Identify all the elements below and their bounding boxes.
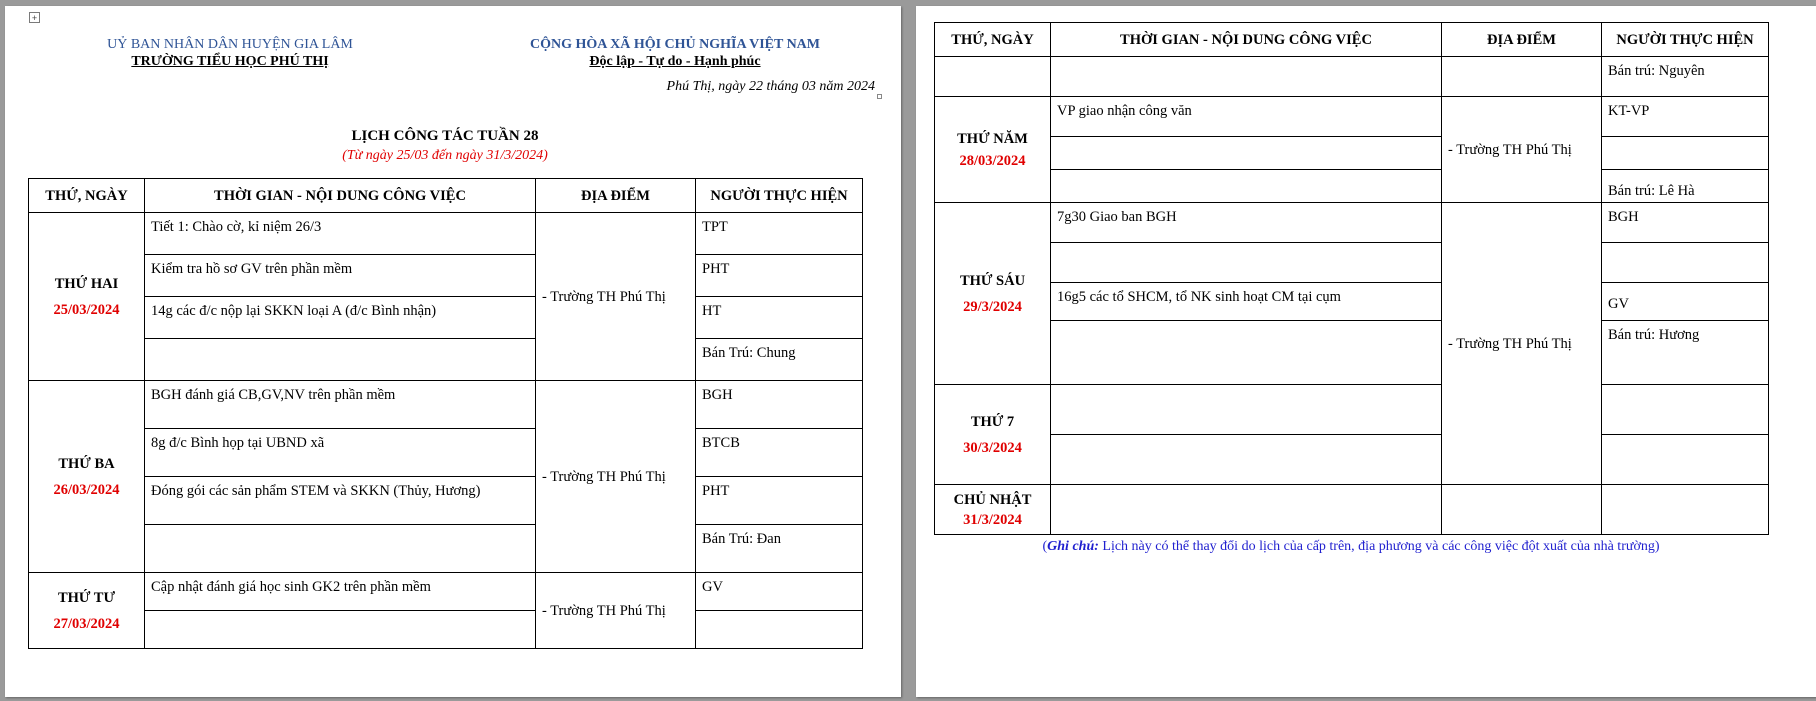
content-cell[interactable]: 16g5 các tổ SHCM, tổ NK sinh hoạt CM tại cụm <box>1051 283 1442 321</box>
table-row <box>29 525 863 573</box>
table-row <box>935 203 1769 243</box>
day-name: THỨ BA <box>58 455 115 472</box>
content-cell[interactable]: VP giao nhận công văn <box>1051 97 1442 137</box>
day-name: THỨ 7 <box>970 413 1015 430</box>
content-cell[interactable] <box>1051 435 1442 485</box>
content-cell[interactable] <box>1051 170 1442 203</box>
table-row <box>935 170 1769 203</box>
table-row <box>935 57 1769 97</box>
day-date: 25/03/2024 <box>53 301 120 318</box>
person-cell[interactable]: PHT <box>696 477 863 525</box>
table-row <box>29 297 863 339</box>
day-cell-monday <box>29 213 145 381</box>
table-row <box>935 243 1769 283</box>
content-cell[interactable]: 14g các đ/c nộp lại SKKN loại A (đ/c Bình nhận) <box>145 297 536 339</box>
footnote-label: Ghi chú: <box>1047 539 1099 554</box>
person-cell[interactable] <box>1602 137 1769 170</box>
day-name: THỨ NĂM <box>957 130 1028 147</box>
day-cell-sunday <box>935 485 1051 535</box>
place-cell[interactable]: - Trường TH Phú Thị <box>536 573 696 649</box>
table-move-handle-icon[interactable]: + <box>29 12 40 23</box>
day-cell-saturday <box>935 385 1051 485</box>
place-cell[interactable]: - Trường TH Phú Thị <box>1442 97 1602 203</box>
day-date: 27/03/2024 <box>53 615 120 632</box>
content-cell[interactable]: Kiểm tra hồ sơ GV trên phần mềm <box>145 255 536 297</box>
content-cell[interactable] <box>1051 137 1442 170</box>
header-day: THỨ, NGÀY <box>29 179 145 213</box>
person-cell[interactable]: BTCB <box>696 429 863 477</box>
table-row <box>29 339 863 381</box>
footnote: (Ghi chú: Lịch này có thể thay đổi do lịch của cấp trên, địa phương và các công việc đột xuất của nhà trường) <box>1042 539 1660 554</box>
header-place: ĐỊA ĐIỂM <box>536 179 696 213</box>
person-cell[interactable]: KT-VP <box>1602 97 1769 137</box>
footnote-text: Lịch này có thể thay đổi do lịch của cấp trên, địa phương và các công việc đột xuất của nhà trường) <box>1102 539 1660 554</box>
person-cell[interactable]: HT <box>696 297 863 339</box>
day-date: 26/03/2024 <box>53 481 120 498</box>
schedule-table-page-1 <box>28 178 863 649</box>
table-row <box>935 485 1769 535</box>
person-cell[interactable] <box>1602 243 1769 283</box>
content-cell[interactable] <box>145 525 536 573</box>
header-place: ĐỊA ĐIỂM <box>1442 23 1602 57</box>
day-date: 30/3/2024 <box>963 439 1022 456</box>
day-name: THỨ SÁU <box>959 272 1026 289</box>
content-cell[interactable]: BGH đánh giá CB,GV,NV trên phần mềm <box>145 381 536 429</box>
person-cell[interactable]: GV <box>1602 283 1769 321</box>
schedule-table-page-2 <box>934 22 1769 535</box>
person-cell[interactable]: TPT <box>696 213 863 255</box>
independence-motto: Độc lập - Tự do - Hạnh phúc <box>589 54 761 69</box>
person-cell[interactable] <box>1602 385 1769 435</box>
content-cell[interactable] <box>1051 385 1442 435</box>
document-page-2 <box>916 6 1816 697</box>
schedule-period: (Từ ngày 25/03 đến ngày 31/3/2024) <box>342 148 548 163</box>
table-row <box>29 213 863 255</box>
table-row <box>935 321 1769 385</box>
content-cell[interactable]: Tiết 1: Chào cờ, kỉ niệm 26/3 <box>145 213 536 255</box>
day-name: THỨ HAI <box>54 275 119 292</box>
person-cell[interactable]: Bán Trú: Chung <box>696 339 863 381</box>
schedule-title: LỊCH CÔNG TÁC TUẦN 28 <box>351 128 539 144</box>
table-row <box>29 611 863 649</box>
day-date: 28/03/2024 <box>959 152 1026 169</box>
header-day: THỨ, NGÀY <box>935 23 1051 57</box>
document-page-1 <box>5 6 901 697</box>
place-cell[interactable]: - Trường TH Phú Thị <box>536 213 696 381</box>
table-row <box>935 385 1769 435</box>
content-cell[interactable] <box>145 339 536 381</box>
table-row <box>935 97 1769 137</box>
paragraph-marker-icon <box>877 94 882 99</box>
place-cell[interactable] <box>1442 485 1602 535</box>
person-cell[interactable] <box>1602 485 1769 535</box>
day-cell-friday <box>935 203 1051 385</box>
person-cell[interactable] <box>1602 435 1769 485</box>
content-cell[interactable]: 7g30 Giao ban BGH <box>1051 203 1442 243</box>
content-cell[interactable]: Đóng gói các sản phẩm STEM và SKKN (Thủy, Hương) <box>145 477 536 525</box>
day-name: THỨ TƯ <box>57 589 116 606</box>
header-content: THỜI GIAN - NỘI DUNG CÔNG VIỆC <box>145 179 536 213</box>
person-cell[interactable]: PHT <box>696 255 863 297</box>
table-row <box>29 429 863 477</box>
table-row <box>29 255 863 297</box>
person-cell[interactable]: Bán trú: Hương <box>1602 321 1769 385</box>
content-cell[interactable]: 8g đ/c Bình họp tại UBND xã <box>145 429 536 477</box>
person-cell[interactable]: BGH <box>696 381 863 429</box>
person-cell[interactable]: Bán trú: Lê Hà <box>1602 170 1769 203</box>
person-cell[interactable]: Bán Trú: Đan <box>696 525 863 573</box>
header-person: NGƯỜI THỰC HIỆN <box>1602 23 1769 57</box>
day-cell-empty[interactable] <box>935 57 1051 97</box>
table-row <box>935 137 1769 170</box>
agency-name: UỶ BAN NHÂN DÂN HUYỆN GIA LÂM <box>107 37 353 52</box>
place-cell[interactable]: - Trường TH Phú Thị <box>1442 203 1602 485</box>
day-cell-wednesday <box>29 573 145 649</box>
person-cell[interactable]: GV <box>696 573 863 611</box>
day-date: 31/3/2024 <box>963 511 1022 528</box>
content-cell[interactable] <box>1051 57 1442 97</box>
country-motto: CỘNG HÒA XÃ HỘI CHỦ NGHĨA VIỆT NAM <box>529 37 820 52</box>
day-cell-thursday <box>935 97 1051 203</box>
table-row <box>935 435 1769 485</box>
person-cell[interactable] <box>696 611 863 649</box>
content-cell[interactable]: Cập nhật đánh giá học sinh GK2 trên phần mềm <box>145 573 536 611</box>
place-cell[interactable] <box>1442 57 1602 97</box>
day-date: 29/3/2024 <box>963 298 1022 315</box>
day-cell-tuesday <box>29 381 145 573</box>
table-row <box>29 573 863 611</box>
content-cell[interactable] <box>1051 485 1442 535</box>
table-row <box>29 381 863 429</box>
school-name: TRƯỜNG TIỂU HỌC PHÚ THỊ <box>131 54 329 69</box>
date-line: Phú Thị, ngày 22 tháng 03 năm 2024 <box>666 79 875 94</box>
table-row <box>29 477 863 525</box>
content-cell[interactable] <box>1051 243 1442 283</box>
content-cell[interactable] <box>1051 321 1442 385</box>
header-person: NGƯỜI THỰC HIỆN <box>696 179 863 213</box>
content-cell[interactable] <box>145 611 536 649</box>
day-name: CHỦ NHẬT <box>953 491 1032 508</box>
place-cell[interactable]: - Trường TH Phú Thị <box>536 381 696 573</box>
header-content: THỜI GIAN - NỘI DUNG CÔNG VIỆC <box>1051 23 1442 57</box>
person-cell[interactable]: Bán trú: Nguyên <box>1602 57 1769 97</box>
person-cell[interactable]: BGH <box>1602 203 1769 243</box>
table-row <box>935 283 1769 321</box>
